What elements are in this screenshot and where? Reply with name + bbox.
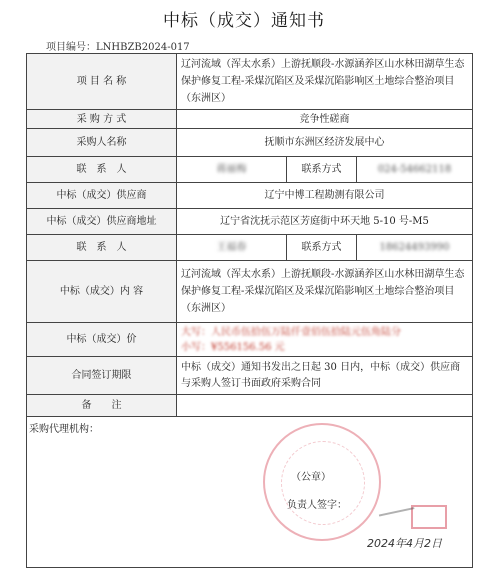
agency-label: 采购代理机构： (29, 424, 99, 435)
small-stamp-icon (411, 505, 447, 529)
award-price-words: 大写：人民币伍拾伍万陆仟壹佰伍拾陆元伍角陆分 (181, 326, 401, 338)
row-project-name (27, 54, 473, 110)
purchaser-contact-name: 蒋丽梅 (216, 164, 247, 175)
seal-label: （公章） (291, 472, 331, 483)
procurement-method-label: 采 购 方 式 (27, 110, 177, 129)
handwritten-signature-icon (376, 491, 415, 516)
supplier-label: 中标（成交）供应商 (27, 183, 177, 209)
row-contract-deadline (27, 357, 473, 395)
project-name-value: 辽河流域（浑太水系）上游抚顺段-水源涵养区山水林田湖草生态保护修复工程-采煤沉陷区及采煤沉陷影响区土地综合整治项目（东洲区） (177, 54, 473, 110)
signing-date: 2024年4月2日 (367, 537, 442, 550)
supplier-value: 辽宁中博工程勘测有限公司 (177, 183, 473, 209)
award-content-value: 辽河流域（浑太水系）上游抚顺段-水源涵养区山水林田湖草生态保护修复工程-采煤沉陷区及采煤沉陷影响区土地综合整治项目（东洲区） (177, 261, 473, 323)
row-purchaser-contact (27, 157, 473, 183)
supplier-contact-label: 联 系 人 (27, 235, 177, 261)
contract-deadline-value: 中标（成交）通知书发出之日起 30 日内，中标（成交）供应商与采购人签订书面政府采购合同 (177, 357, 473, 395)
row-procurement-method (27, 110, 473, 129)
procurement-method-value: 竞争性磋商 (177, 110, 473, 129)
supplier-address-label: 中标（成交）供应商地址 (27, 209, 177, 235)
award-price-figures: 小写：¥556156.56 元 (181, 341, 285, 353)
supplier-contact-name: 王福春 (216, 242, 247, 253)
purchaser-phone-label: 联系方式 (287, 157, 357, 183)
project-number-value: LNHBZB2024-017 (96, 42, 190, 53)
supplier-phone-label: 联系方式 (287, 235, 357, 261)
row-supplier-contact (27, 235, 473, 261)
row-signature (27, 417, 473, 568)
row-purchaser (27, 129, 473, 157)
award-notice-table (26, 53, 473, 568)
project-name-label: 项 目 名 称 (27, 54, 177, 110)
purchaser-label: 采购人名称 (27, 129, 177, 157)
contract-deadline-label: 合同签订期限 (27, 357, 177, 395)
document-title: 中标（成交）通知书 (163, 11, 325, 31)
row-award-price (27, 323, 473, 357)
purchaser-value: 抚顺市东洲区经济发展中心 (177, 129, 473, 157)
row-award-content (27, 261, 473, 323)
supplier-address-value: 辽宁省沈抚示范区芳庭街中环天地 5-10 号-M5 (177, 209, 473, 235)
remarks-label: 备 注 (27, 395, 177, 417)
row-supplier-address (27, 209, 473, 235)
award-content-label: 中标（成交）内 容 (27, 261, 177, 323)
responsible-person-label: 负责人签字： (287, 500, 347, 511)
remarks-value (177, 395, 473, 417)
row-remarks (27, 395, 473, 417)
award-price-label: 中标（成交）价 (27, 323, 177, 357)
purchaser-contact-label: 联 系 人 (27, 157, 177, 183)
project-number-label: 项目编号： (46, 42, 96, 53)
signature-area (27, 417, 472, 567)
purchaser-phone: 024-54662118 (377, 164, 452, 175)
supplier-phone: 18624493990 (379, 242, 450, 253)
project-number (46, 38, 190, 53)
row-supplier (27, 183, 473, 209)
